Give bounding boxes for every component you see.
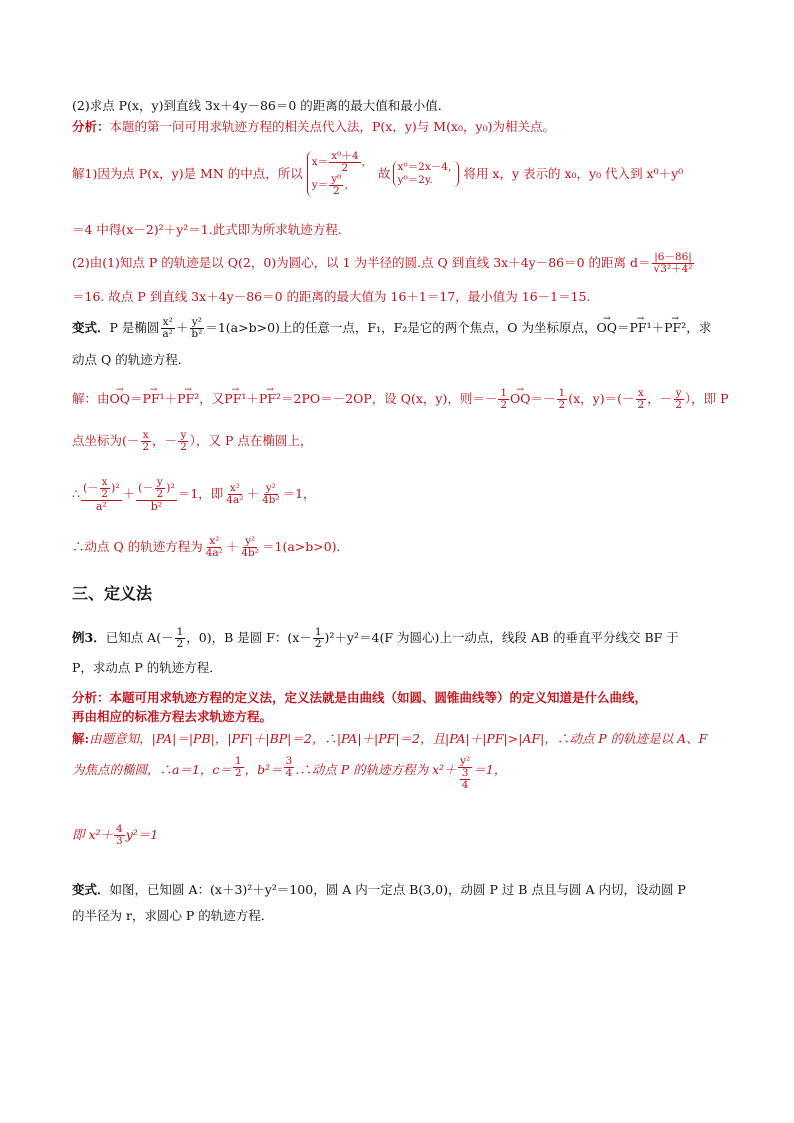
solution-line-2: ＝4 中得(x－2)²＋y²＝1.此式即为所求轨迹方程.	[72, 222, 342, 237]
analysis-text: 本题的第一问可用求轨迹方程的相关点代入法，P(x，y)与 M(x₀，y₀)为相关点。	[109, 119, 555, 134]
solution-line-4: ＝16. 故点 P 到直线 3x＋4y－86＝0 的距离的最大值为 16＋1＝17，最小值为 16－1＝15.	[72, 289, 591, 304]
variant-line-2: 动点 Q 的轨迹方程．	[72, 352, 191, 367]
example3-line-2: P，求动点 P 的轨迹方程．	[72, 660, 222, 675]
solution-line-3: (2)由(1)知点 P 的轨迹是以 Q(2，0)为圆心，以 1 为半径的圆.点 Q 到直线 3x＋4y－86＝0 的距离 d＝ $\frac{|6-86|}{\text{√3²＋4²}}$	[72, 250, 693, 275]
system-brace-2: x⁰＝2x－4， y⁰＝2y.	[393, 161, 460, 187]
variant3-line-1: 变式．如图，已知圆 A：(x＋3)²＋y²＝100，圆 A 内一定点 B(3,0)，动圆 P 过 B 点且与圆 A 内切，设动圆 P	[72, 882, 686, 897]
problem-part2: (2)求点 P(x，y)到直线 3x＋4y－86＝0 的距离的最大值和最小值．	[72, 98, 451, 113]
solution-text-c: 将用 x，y 表示的 x₀，y₀ 代入到 x⁰＋y⁰	[463, 166, 684, 181]
solution2-line-3: ∴ (－ $\frac{x}{2}$ )² a² ＋ (－ $\frac{y}{2}$ )² b² ＝1，即 $\frac{\text{x²}}{\text{4a²}}$ ＋ $\frac{\text{y²}}{\text{4b²}}$ ＝1，	[72, 475, 316, 513]
solution2-line-2: 点坐标为(－ $\frac{x}{2}$ ，－ $\frac{y}{2}$ ），又 P 点在椭圆上，	[72, 428, 313, 453]
system-brace-1: x＝ $\frac{\text{x⁰＋4}}{2}$ ， y＝ $\frac{\text{y⁰}}{2}$ ，	[307, 151, 372, 197]
solution3-line-2: 为焦点的椭圆，∴a＝1，c＝ $\frac{1}{2}$ ，b²＝ $\frac{3}{4}$ .∴动点 P 的轨迹方程为 x²＋ y² 3 4 ＝1，	[72, 755, 507, 791]
solution3-line-3: 即 x²＋ $\frac{4}{3}$ y²＝1	[72, 822, 159, 847]
solution2-line-1: 解：由 → OQ ＝ → PF¹ ＋ → PF² ，又 → PF¹ ＋ → PF² ＝2PO＝－2OP，设 Q(x，y)，则 ＝－ $\frac{1}{2}$ → OQ ＝－ $\frac{1}{2}$ (x，y)＝(－ $\frac{x}{2}$ ，－ $\frac{y}{2}$ ），即 P	[72, 382, 729, 416]
solution-line-1	[72, 143, 683, 205]
analysis3-line-2: 再由相应的标准方程去求轨迹方程。	[72, 709, 273, 724]
variant-label: 变式．	[72, 320, 110, 335]
solution3-line-1: 解:由题意知，|PA|＝|PB|，|PF|＋|BP|＝2，∴|PA|＋|PF|＝2，且|PA|＋|PF|>|AF|，∴动点 P 的轨迹是以 A、F	[72, 731, 708, 746]
variant-line-1: 变式． P 是椭圆 $\frac{\text{x²}}{\text{a²}}$ ＋ $\frac{\text{y²}}{\text{b²}}$ ＝1(a>b>0)上的任意一点，F₁，F₂是它的两个焦点，O 为坐标原点， → OQ ＝ → PF¹ ＋ → PF² ，求	[72, 312, 711, 344]
analysis-label: 分析：	[72, 119, 110, 134]
analysis-line	[72, 119, 555, 135]
solution2-line-4: ∴动点 Q 的轨迹方程为 $\frac{\text{x²}}{\text{4a²}}$ ＋ $\frac{\text{y²}}{\text{4b²}}$ ＝1(a>b>0)．	[72, 534, 350, 559]
analysis3-line-1: 分析：本题可用求轨迹方程的定义法，定义法就是由曲线（如圆、圆锥曲线等）的定义知道是什么曲线，	[72, 690, 648, 705]
solution-text-a: 解1)因为点 P(x，y)是 MN 的中点，所以	[72, 166, 303, 181]
variant3-line-2: 的半径为 r，求圆心 P 的轨迹方程．	[72, 908, 274, 923]
section-heading: 三、定义法	[72, 584, 153, 603]
solution-text-b: 故	[378, 166, 391, 181]
example3-label: 例3．	[72, 630, 106, 645]
example3-line-1: 例3． 已知点 A(－ $\frac{1}{2}$ ，0)，B 是圆 F：(x－ $\frac{1}{2}$ )²＋y²＝4(F 为圆心)上一动点，线段 AB 的垂直平分线交 BF 于	[72, 625, 679, 650]
